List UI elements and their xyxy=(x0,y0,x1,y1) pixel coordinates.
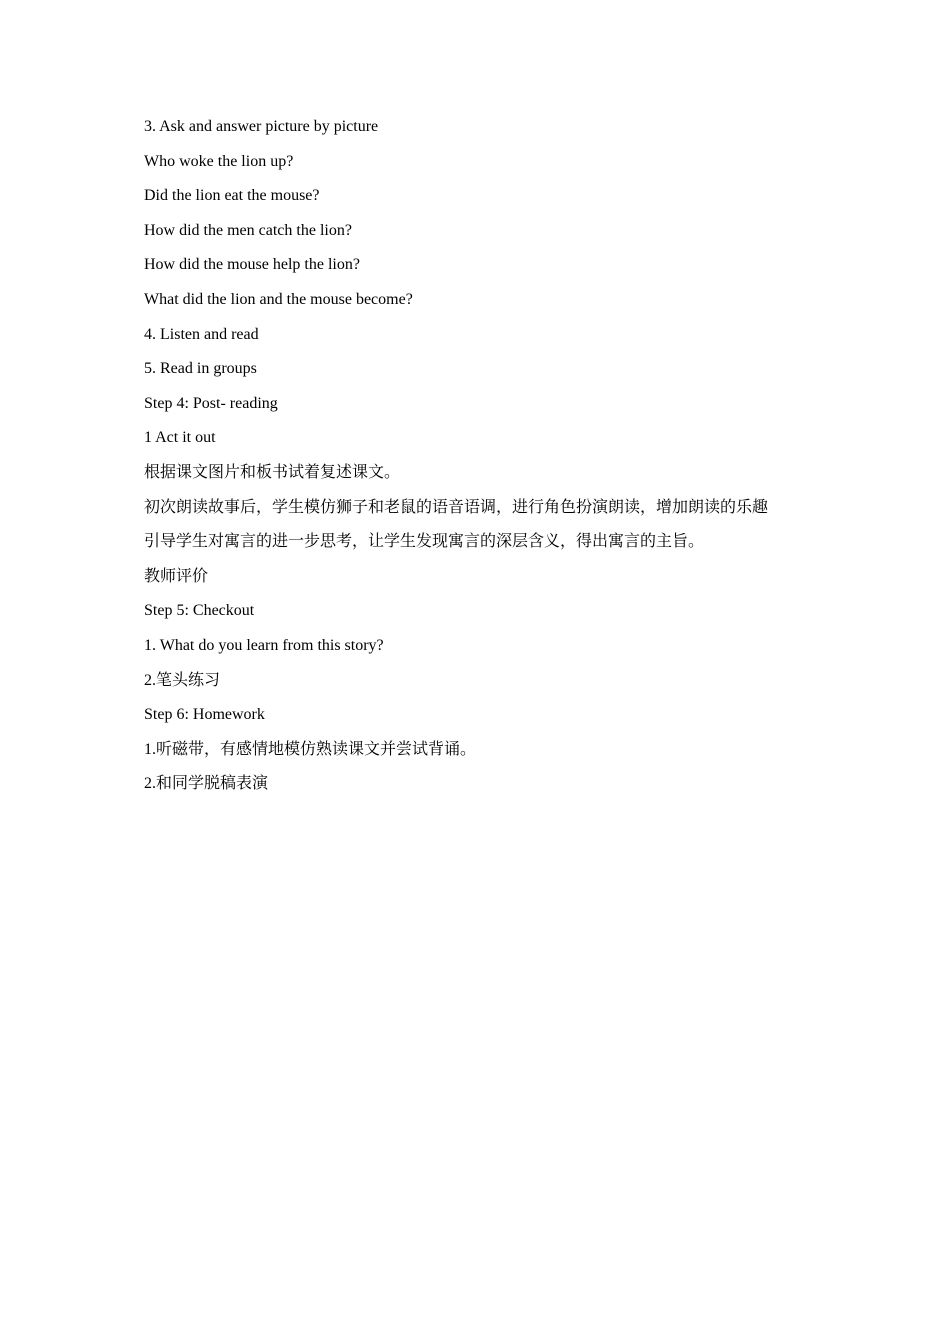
step3-item-heading: 5. Read in groups xyxy=(144,360,257,378)
checkout-item: 2.笔头练习 xyxy=(144,671,221,689)
question-line: How did the men catch the lion? xyxy=(144,221,352,239)
step-heading: Step 4: Post- reading xyxy=(144,394,278,412)
step-heading: Step 6: Homework xyxy=(144,706,265,724)
question-line: How did the mouse help the lion? xyxy=(144,256,360,274)
question-line: Who woke the lion up? xyxy=(144,152,294,170)
homework-item: 1.听磁带，有感情地模仿熟读课文并尝试背诵。 xyxy=(144,740,477,758)
text-line: 初次朗读故事后，学生模仿狮子和老鼠的语音语调，进行角色扮演朗读，增加朗读的乐趣 xyxy=(144,498,769,516)
question-line: What did the lion and the mouse become? xyxy=(144,290,413,308)
text-line: 教师评价 xyxy=(144,567,209,585)
text-line: 根据课文图片和板书试着复述课文。 xyxy=(144,463,401,481)
document-body xyxy=(144,115,814,807)
checkout-item: 1. What do you learn from this story? xyxy=(144,636,384,654)
activity-heading: 1 Act it out xyxy=(144,429,216,447)
text-line: 引导学生对寓言的进一步思考，让学生发现寓言的深层含义，得出寓言的主旨。 xyxy=(144,533,705,551)
homework-item: 2.和同学脱稿表演 xyxy=(144,775,269,793)
step3-item-heading: 3. Ask and answer picture by picture xyxy=(144,118,379,135)
question-line: Did the lion eat the mouse? xyxy=(144,187,320,205)
step-heading: Step 5: Checkout xyxy=(144,602,255,620)
step3-item-heading: 4. Listen and read xyxy=(144,325,259,343)
